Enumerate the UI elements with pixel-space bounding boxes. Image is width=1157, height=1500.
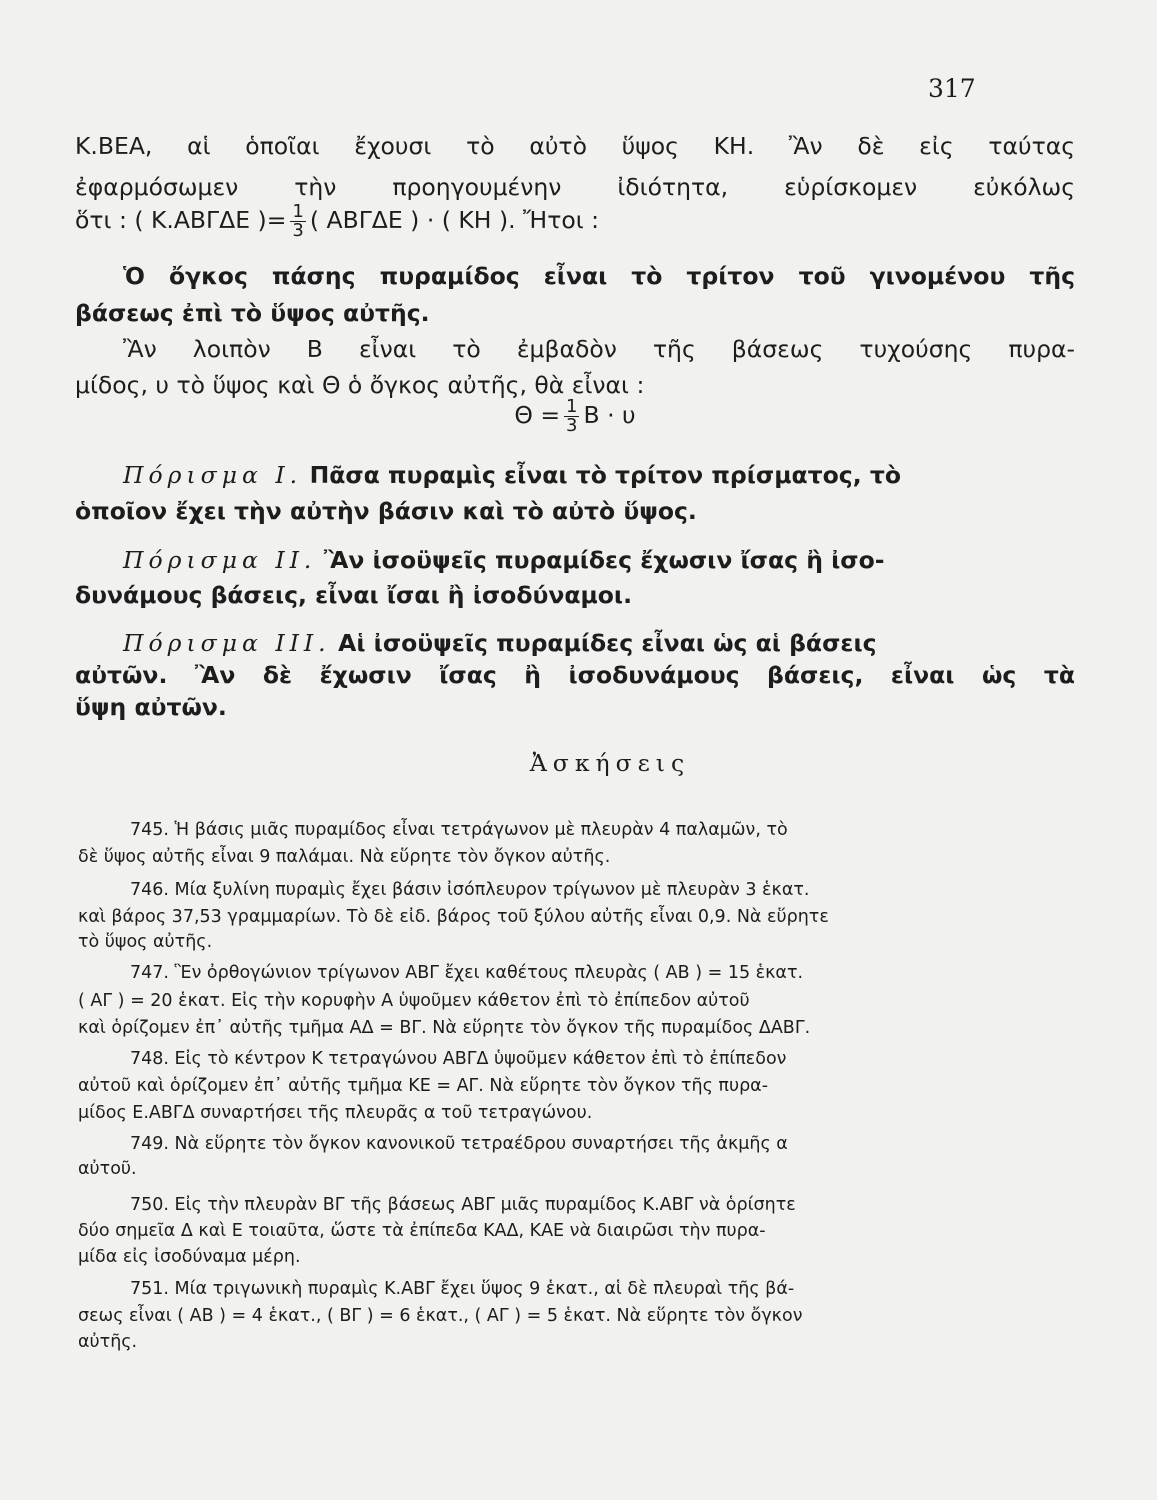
- porisma-2-line-1: [75, 545, 1075, 575]
- exercise-746-line-2: καὶ βάρος 37,53 γραμμαρίων. Τὸ δὲ εἰδ. βάρος τοῦ ξύλου αὐτῆς εἶναι 0,9. Νὰ εὕρητε: [78, 907, 829, 927]
- exercise-747-line-2: ( ΑΓ ) = 20 ἑκατ. Εἰς τὴν κορυφὴν Α ὑψοῦμεν κάθετον ἐπὶ τὸ ἐπίπεδον αὐτοῦ: [78, 991, 750, 1011]
- para-line-1: Ἂν λοιπὸν Β εἶναι τὸ ἐμβαδὸν τῆς βάσεως τυχούσης πυρα-: [123, 335, 1075, 363]
- formula-rhs: Β · υ: [583, 401, 636, 429]
- intro-line-1: Κ.ΒΕΑ, αἱ ὁποῖαι ἔχουσι τὸ αὐτὸ ὕψος ΚΗ. Ἂν δὲ εἰς ταύτας: [75, 132, 1075, 160]
- fraction-one-third: [290, 203, 305, 240]
- exercise-751-line-3: αὐτῆς.: [78, 1332, 138, 1352]
- theorem-line-1: Ὁ ὄγκος πάσης πυραμίδος εἶναι τὸ τρίτον τοῦ γινομένου τῆς: [123, 262, 1075, 290]
- fraction-numerator: 1: [292, 201, 304, 222]
- porisma-3-line-1: [75, 628, 1075, 658]
- porisma-1-text: Πᾶσα πυραμὶς εἶναι τὸ τρίτον πρίσματος, τὸ: [309, 461, 901, 489]
- porisma-3-label: Πόρισμα ΙΙΙ.: [123, 629, 331, 657]
- exercise-749-line-2: αὐτοῦ.: [78, 1159, 137, 1179]
- exercise-745-line-1: 745. Ἡ βάσις μιᾶς πυραμίδος εἶναι τετράγωνον μὲ πλευρὰν 4 παλαμῶν, τὸ: [130, 820, 788, 840]
- formula-lhs: Θ =: [514, 401, 561, 429]
- intro-line-2: ἐφαρμόσωμεν τὴν προηγουμένην ἰδιότητα, εὑρίσκομεν εὐκόλως: [75, 173, 1075, 201]
- porisma-3-line-3: ὕψη αὐτῶν.: [75, 693, 227, 721]
- intro-line-3-pre: ὅτι : ( Κ.ΑΒΓΔΕ )=: [75, 206, 287, 234]
- exercise-746-line-1: 746. Μία ξυλίνη πυραμὶς ἔχει βάσιν ἰσόπλευρον τρίγωνον μὲ πλευρὰν 3 ἑκατ.: [130, 880, 810, 900]
- porisma-1-label: Πόρισμα Ι.: [123, 461, 303, 489]
- page-number: 317: [928, 74, 976, 103]
- fraction-denominator: 3: [292, 220, 304, 241]
- porisma-3-text: Αἱ ἰσοϋψεῖς πυραμίδες εἶναι ὡς αἱ βάσεις: [338, 629, 877, 657]
- exercise-750-line-2: δύο σημεῖα Δ καὶ Ε τοιαῦτα, ὥστε τὰ ἐπίπεδα ΚΑΔ, ΚΑΕ νὰ διαιρῶσι τὴν πυρα-: [78, 1221, 766, 1241]
- exercise-747-line-3: καὶ ὁρίζομεν ἐπ᾽ αὐτῆς τμῆμα ΑΔ = ΒΓ. Νὰ εὕρητε τὸν ὄγκον τῆς πυραμίδος ΔΑΒΓ.: [78, 1018, 811, 1038]
- theorem-line-2: βάσεως ἐπὶ τὸ ὕψος αὐτῆς.: [75, 299, 430, 327]
- formula-denominator: 3: [566, 415, 578, 436]
- exercise-748-line-3: μίδος Ε.ΑΒΓΔ συναρτήσει τῆς πλευρᾶς α τοῦ τετραγώνου.: [78, 1103, 593, 1123]
- porisma-3-line-2: αὐτῶν. Ἂν δὲ ἔχωσιν ἴσας ἢ ἰσοδυνάμους βάσεις, εἶναι ὡς τὰ: [75, 661, 1075, 689]
- porisma-1-line-2: ὁποῖον ἔχει τὴν αὐτὴν βάσιν καὶ τὸ αὐτὸ ὕψος.: [75, 497, 697, 525]
- porisma-2-text: Ἂν ἰσοϋψεῖς πυραμίδες ἔχωσιν ἴσας ἢ ἰσο-: [323, 546, 885, 574]
- exercise-748-line-1: 748. Εἰς τὸ κέντρον Κ τετραγώνου ΑΒΓΔ ὑψοῦμεν κάθετον ἐπὶ τὸ ἐπίπεδον: [130, 1049, 787, 1069]
- para-line-2: μίδος, υ τὸ ὕψος καὶ Θ ὁ ὄγκος αὐτῆς, θὰ εἶναι :: [75, 371, 645, 399]
- formula-numerator: 1: [566, 396, 578, 417]
- formula-fraction: [564, 398, 579, 435]
- volume-formula: [75, 398, 1075, 442]
- intro-line-3: [75, 203, 1075, 247]
- intro-line-3-post: ( ΑΒΓΔΕ ) · ( ΚΗ ). Ἤτοι :: [309, 206, 600, 234]
- exercise-748-line-2: αὐτοῦ καὶ ὁρίζομεν ἐπ᾽ αὐτῆς τμῆμα ΚΕ = ΑΓ. Νὰ εὕρητε τὸν ὄγκον τῆς πυρα-: [78, 1076, 769, 1096]
- exercise-745-line-2: δὲ ὕψος αὐτῆς εἶναι 9 παλάμαι. Νὰ εὕρητε τὸν ὄγκον αὐτῆς.: [78, 847, 611, 867]
- porisma-1-line-1: [75, 460, 1075, 490]
- exercise-751-line-1: 751. Μία τριγωνικὴ πυραμὶς Κ.ΑΒΓ ἔχει ὕψος 9 ἑκατ., αἱ δὲ πλευραὶ τῆς βά-: [130, 1279, 795, 1299]
- exercise-749-line-1: 749. Νὰ εὕρητε τὸν ὄγκον κανονικοῦ τετραέδρου συναρτήσει τῆς ἀκμῆς α: [130, 1134, 788, 1154]
- exercise-746-line-3: τὸ ὕψος αὐτῆς.: [78, 932, 213, 952]
- porisma-2-label: Πόρισμα ΙΙ.: [123, 546, 317, 574]
- exercise-750-line-1: 750. Εἰς τὴν πλευρὰν ΒΓ τῆς βάσεως ΑΒΓ μιᾶς πυραμίδος Κ.ΑΒΓ νὰ ὁρίσητε: [130, 1195, 796, 1215]
- exercise-750-line-3: μίδα εἰς ἰσοδύναμα μέρη.: [78, 1247, 301, 1267]
- exercises-heading: Ἀσκήσεις: [529, 749, 691, 777]
- exercise-747-line-1: 747. Ἓν ὀρθογώνιον τρίγωνον ΑΒΓ ἔχει καθέτους πλευρὰς ( ΑΒ ) = 15 ἑκατ.: [130, 963, 804, 983]
- porisma-2-line-2: δυνάμους βάσεις, εἶναι ἴσαι ἢ ἰσοδύναμοι.: [75, 581, 633, 609]
- exercise-751-line-2: σεως εἶναι ( ΑΒ ) = 4 ἑκατ., ( ΒΓ ) = 6 ἑκατ., ( ΑΓ ) = 5 ἑκατ. Νὰ εὕρητε τὸν ὄγκον: [78, 1306, 803, 1326]
